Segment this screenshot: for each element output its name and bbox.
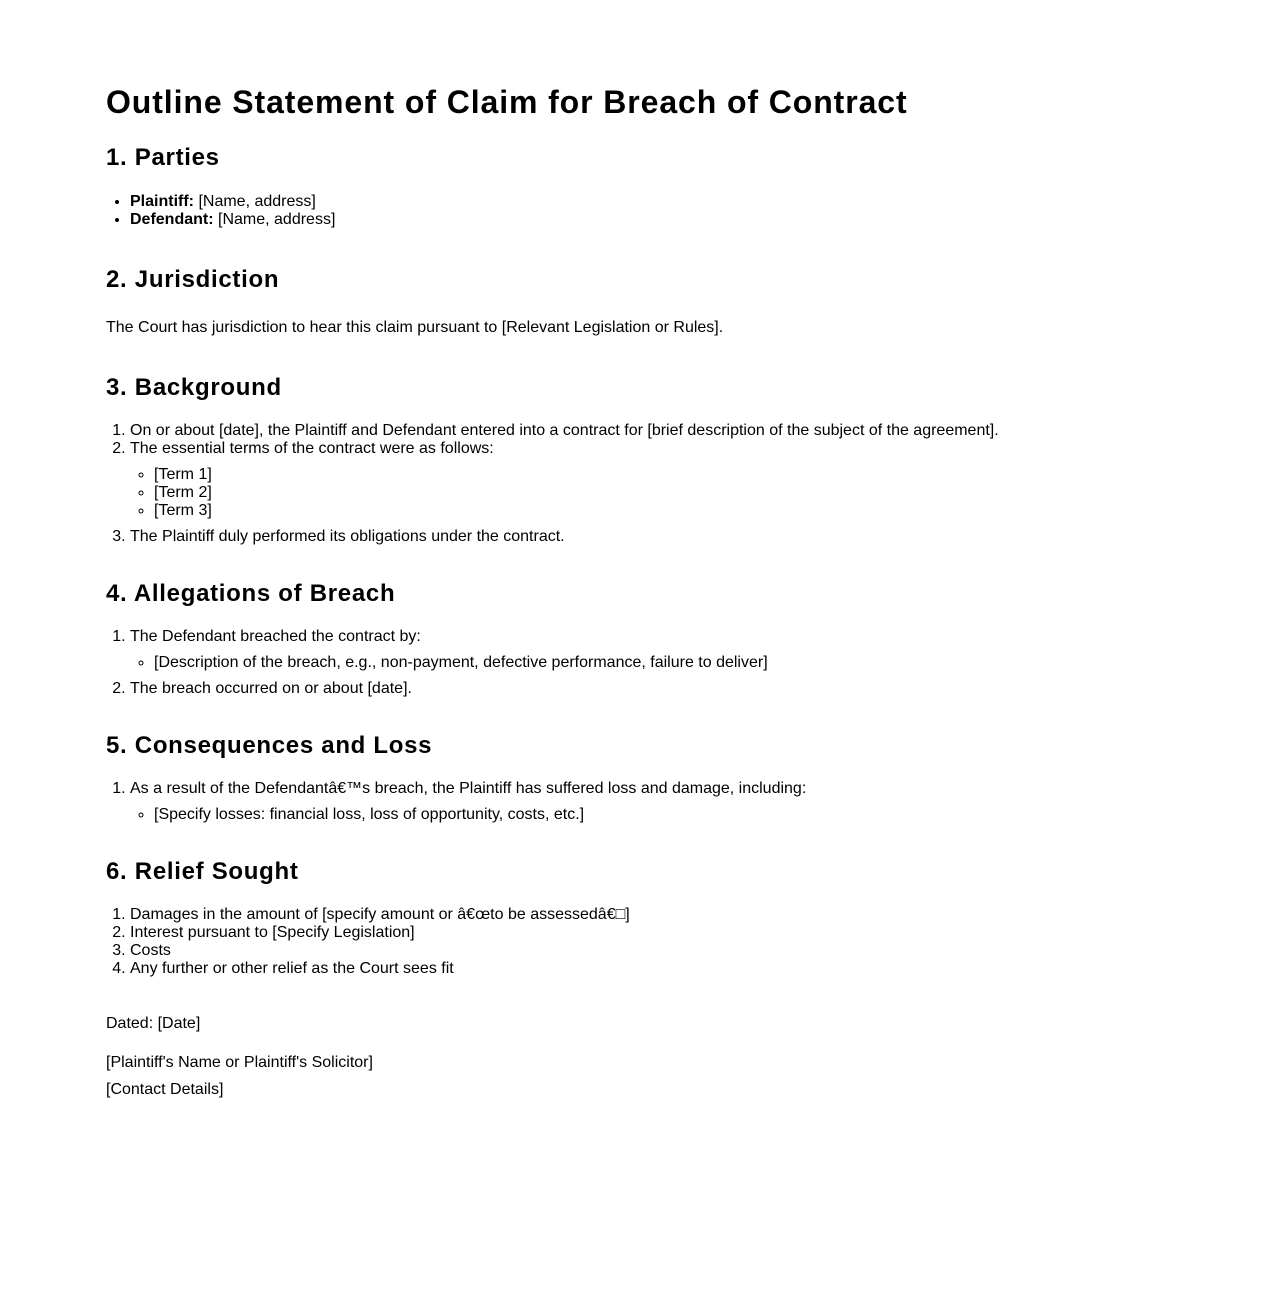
list-item: ◦ [Specify losses: financial loss, loss of opportunity, costs, etc.] — [154, 806, 1206, 824]
party-value: [Name, address] — [194, 193, 316, 210]
signatory-name: [Plaintiff's Name or Plaintiff's Solicitor] — [106, 1054, 373, 1071]
list-item: 1. On or about [date], the Plaintiff and Defendant entered into a contract for [brief description of the subject of the agreement]. — [130, 422, 1206, 440]
section-heading-jurisdiction: 2. Jurisdiction — [106, 266, 280, 293]
list-item: 4. Any further or other relief as the Court sees fit — [130, 960, 1206, 978]
section-heading-breach: 4. Allegations of Breach — [106, 580, 396, 607]
document-title: Outline Statement of Claim for Breach of Contract — [106, 84, 908, 120]
list-item — [130, 211, 1206, 229]
list-item: 1. Damages in the amount of [specify amount or â€œto be assessedâ€□] — [130, 906, 1206, 924]
parties-list — [106, 193, 1206, 229]
section-heading-relief: 6. Relief Sought — [106, 858, 299, 885]
party-label: Plaintiff: — [130, 193, 194, 210]
relief-list — [106, 906, 1206, 978]
list-item: 2. The breach occurred on or about [date]. — [130, 680, 1206, 698]
party-value: [Name, address] — [213, 211, 336, 228]
breach-list — [106, 628, 1206, 698]
list-item: ◦ [Description of the breach, e.g., non-payment, defective performance, failure to deliver] — [154, 654, 1206, 672]
terms-list — [130, 466, 1206, 520]
dated-line: Dated: [Date] — [106, 1015, 201, 1032]
list-item-text: As a result of the Defendantâ€™s breach, the Plaintiff has suffered loss and damage, including: — [130, 780, 807, 797]
section-heading-loss: 5. Consequences and Loss — [106, 732, 433, 759]
loss-list — [106, 780, 1206, 824]
section-heading-parties: 1. Parties — [106, 144, 220, 171]
list-item — [130, 440, 1206, 520]
list-item: ◦ [Term 2] — [154, 484, 1206, 502]
list-item — [130, 193, 1206, 211]
list-item-text: The Defendant breached the contract by: — [130, 628, 421, 645]
list-item-text: The essential terms of the contract were as follows: — [130, 440, 494, 457]
background-list — [106, 422, 1206, 546]
breach-sub-list — [130, 654, 1206, 672]
list-item: ◦ [Term 1] — [154, 466, 1206, 484]
section-heading-background: 3. Background — [106, 374, 282, 401]
list-item: ◦ [Term 3] — [154, 502, 1206, 520]
loss-sub-list — [130, 806, 1206, 824]
contact-details: [Contact Details] — [106, 1081, 224, 1098]
list-item: 2. Interest pursuant to [Specify Legislation] — [130, 924, 1206, 942]
list-item — [130, 780, 1206, 824]
jurisdiction-text: The Court has jurisdiction to hear this claim pursuant to [Relevant Legislation or Rules]. — [106, 319, 724, 336]
list-item: 3. The Plaintiff duly performed its obligations under the contract. — [130, 528, 1206, 546]
list-item — [130, 628, 1206, 672]
party-label: Defendant: — [130, 211, 214, 228]
document — [106, 80, 1206, 1099]
list-item: 3. Costs — [130, 942, 1206, 960]
